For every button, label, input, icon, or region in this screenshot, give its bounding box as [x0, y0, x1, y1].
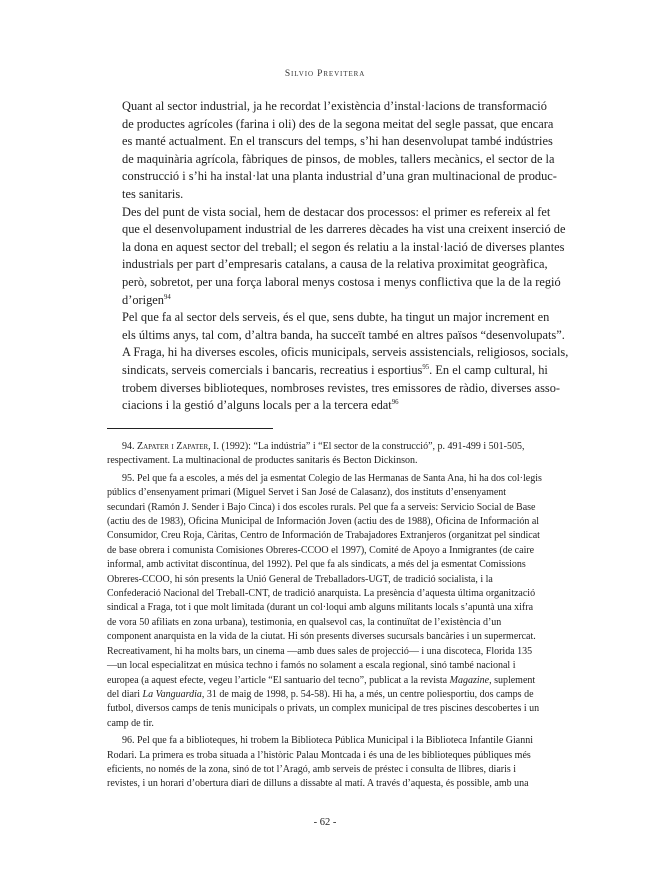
paragraph-industrial-sector: [107, 98, 557, 204]
text-line: trobem diverses biblioteques, nombroses revistes, tres emissores de ràdio, diverses asso-: [122, 380, 561, 395]
paragraph-services-sector: [107, 309, 569, 415]
text-fragment: sindicats, serveis comercials i bancaris, recreatius i esportius: [122, 362, 423, 377]
text-line: Des del punt de vista social, hem de destacar dos processos: el primer es refereix al fet: [122, 204, 551, 219]
text-line: construcció i s’hi ha instal·lat una planta industrial d’una gran multinacional de produc-: [122, 169, 557, 184]
magazine-title: Magazine: [449, 674, 490, 686]
text-line: A Fraga, hi ha diverses escoles, oficis municipals, serveis assistencials, religiosos, socials,: [122, 345, 569, 360]
footnote-95: [107, 472, 544, 731]
footnote-ref-95[interactable]: 95: [422, 363, 430, 371]
footnote-ref-94[interactable]: 94: [163, 293, 171, 301]
paragraph-social-processes: [107, 204, 566, 310]
running-header: Silvio Previtera: [284, 69, 366, 79]
text-line: que el desenvolupament industrial de les darreres dècades ha vist una creixent inserció de: [122, 222, 566, 237]
footnote-text: 96. Pel que fa a biblioteques, hi trobem la Biblioteca Pública Municipal i la Biblioteca Infantile Gianni Rodari. La primera es troba situada a l’històric Palau Montcada i és una de les biblioteques públiques més eficients, no només de la zona, sinó de tot l’Aragó, amb serveis de préstec i consulta de llibres, diaris i revistes, i un horari d’obertura diari de dilluns a dissabte al matí. A través d’aquesta, és possible, amb una: [107, 735, 534, 790]
footnote-number: 94.: [122, 441, 137, 452]
text-line: els últims anys, tal com, d’altra banda, ha succeït també en altres països “desenvolupats”.: [122, 327, 565, 342]
footnote-94: [107, 440, 544, 469]
footnote-text: , I. (1992): “La indústria” i “El sector de la construcció”, p. 491-499 i 501-505, respectivament. La multinacional de productes sanitaris és Becton Dickinson.: [107, 441, 525, 467]
text-line: de productes agrícoles (farina i oli) des de la segona meitat del segle passat, que encara: [122, 116, 554, 131]
citation-authors: Zapater i Zapater: [137, 441, 209, 452]
text-fragment: ciacions i la gestió d’alguns locals per a la tercera edat: [122, 398, 392, 413]
text-fragment: d’origen: [122, 292, 164, 307]
text-line: la dona en aquest sector del treball; el segon és relatiu a la instal·lació de diverses plantes: [122, 239, 565, 254]
footnote-96: [107, 734, 544, 792]
footnote-text: 95. Pel que fa a escoles, a més del ja esmentat Colegio de las Hermanas de Santa Ana, hi ha dos col·legis públics d’ensenyament primari (Miguel Servet i San José de Calasanz), dos instituts d’ensenyament secundari (Ramón J. Sender i Bajo Cinca) i dos escoles rurals. Pel que fa a serveis: Servicio Social de Base (actiu des de 1983), Oficina Municipal de Información Joven (actiu des de 1988), Oficina de Información al Consumidor, Creu Roja, Càritas, Centro de Información de Trabajadores Extranjeros (organitzat pel sindicat de base obrera i comunista Comisiones Obreres-CCOO el 1997), Comité de Apoyo a Inmigrantes (de caire informal, amb activitat discontínua, del 1992). Pel que fa als sindicats, a més del ja esmentat Comissions Obreres-CCOO, hi són presents la Unió General de Treballadors-UGT, de tradició socialista, i la Confederació Nacional del Treball-CNT, de tradició anarquista. La presència d’aquesta última organització sindical a Fraga, tot i que molt limitada (durant un col·loqui amb alguns militants locals s’apuntà una xifra de vora 50 afiliats en zona urbana), testimonia, en qualsevol cas, la continuïtat de l’existència d’un component anarquista en la vida de la ciutat. Hi són presents diverses sucursals bancàries i un supermercat. Recreativament, hi ha molts bars, un cinema —amb dues sales de projecció— i una discoteca, Florida 135 —un local especialitzat en música techno i famós no solament a escala regional, sinó també nacional i europea (a aquest efecte, vegeu l’article “El santuario del tecno”, publicat a la revista: [107, 472, 542, 686]
text-line: es manté actualment. En el transcurs del temps, s’hi han desenvolupat també indústries: [122, 134, 553, 149]
text-line: Quant al sector industrial, ja he recordat l’existència d’instal·lacions de transformació: [122, 99, 547, 113]
text-line: Pel que fa al sector dels serveis, és el que, sens dubte, ha tingut un major increment en: [122, 310, 550, 325]
text-line: [107, 292, 544, 310]
text-line: de maquinària agrícola, fàbriques de pinsos, de mobles, tallers mecànics, el sector de la: [122, 151, 555, 166]
text-line: [107, 362, 548, 380]
page-number: - 62 -: [313, 817, 337, 828]
text-line: [107, 397, 544, 415]
footnote-text: , suplement del diari: [107, 674, 536, 700]
text-line: però, sobretot, per una força laboral menys costosa i menys conflictiva que la de la regió: [122, 274, 561, 289]
text-fragment: . En el camp cultural, hi: [429, 362, 548, 377]
text-line: tes sanitaris.: [122, 186, 184, 201]
footnote-separator: [107, 428, 273, 429]
newspaper-title: La Vanguardia: [142, 688, 202, 700]
footnote-text: , 31 de maig de 1998, p. 54-58). Hi ha, a més, un centre poliesportiu, dos camps de futbol, diversos camps de tenis municipals o privats, un complex municipal de tres piscines descobertes i un camp de tir.: [107, 688, 540, 729]
text-line: industrials per part d’empresaris catalans, a causa de la relativa proximitat geogràfica,: [122, 257, 548, 272]
footnotes: [107, 440, 544, 795]
main-text: [107, 98, 569, 415]
footnote-ref-96[interactable]: 96: [391, 399, 399, 407]
